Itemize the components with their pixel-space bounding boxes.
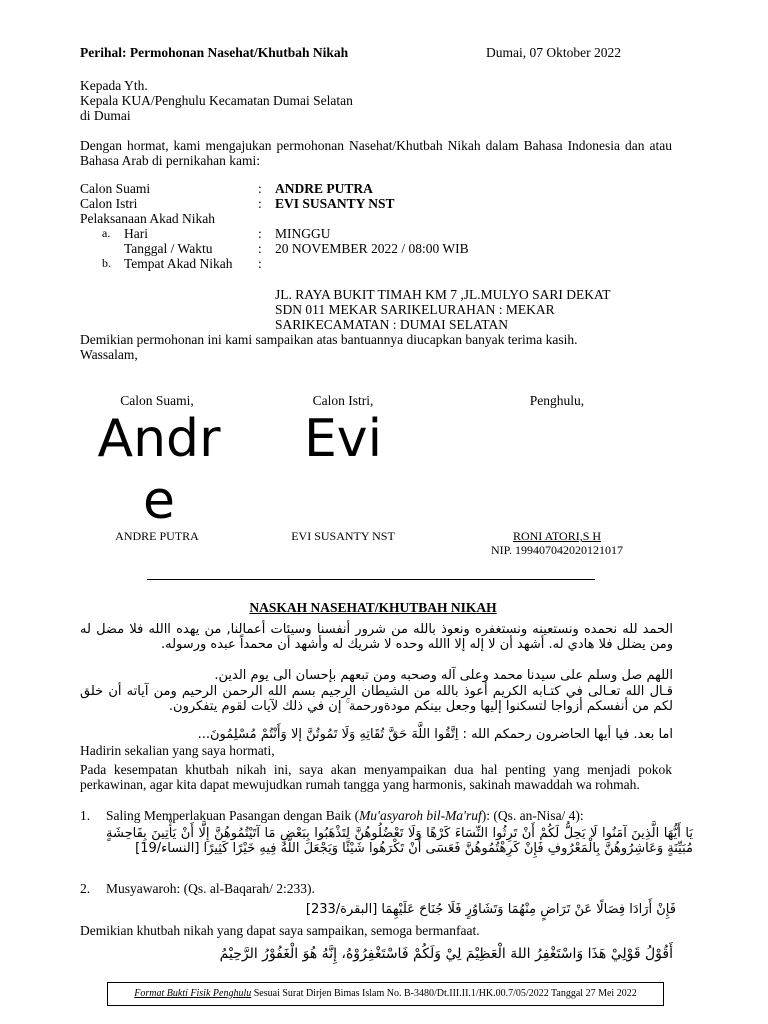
point-2-text: Musyawaroh: (Qs. al-Baqarah/ 2:233). [106, 881, 315, 896]
ayat-an-nisa: يَا أَيُّهَا الَّذِينَ آمَنُوا لَا يَحِلُّ لَكُمْ أَنْ تَرِثُوا النِّسَاءَ كَرْهًا وَلَا تَعْضُلُوهُنَّ لِتَذْهَبُوا بِبَعْضِ مَا آتَيْتُمُوهُنَّ إِلَّا أَنْ يَأْتِينَ بِفَاحِشَةٍ مُبَيِّنَةٍ وَعَاشِرُوهُنَّ بِالْمَعْرُوفِ فَإِنْ كَرِهْتُمُوهُنَّ فَعَسَى أَنْ تَكْرَهُوا شَيْئًا وَيَجْعَلَ اللَّهُ فِيهِ خَيْرًا كَثِيرًا [النساء/19] [106, 826, 693, 856]
colon: : [258, 256, 262, 271]
officiant-nip: NIP. 199407042020121017 [490, 543, 623, 557]
groom-signature: Andre [97, 409, 221, 531]
akad-label: Pelaksanaan Akad Nikah [80, 211, 215, 226]
bride-signature: Evi [303, 409, 383, 469]
bride-label: Calon Istri [80, 196, 138, 211]
address-line-1: JL. RAYA BUKIT TIMAH KM 7 ,JL.MULYO SARI DEKAT [275, 287, 611, 302]
list-marker-b: b. [102, 256, 111, 270]
footer-note [107, 982, 664, 1006]
officiant-sign-title: Penghulu, [529, 393, 585, 408]
intro-paragraph: Dengan hormat, kami mengajukan permohonan Nasehat/Khutbah Nikah dalam Bahasa Indonesia dan atau Bahasa Arab di pernikahan kami: [80, 138, 672, 168]
colon: : [258, 241, 262, 256]
sermon-title: NASKAH NASEHAT/KHUTBAH NIKAH [249, 600, 497, 615]
point-1-number: 1. [80, 808, 91, 823]
officiant-printed-name: RONI ATORI,S H [512, 529, 602, 543]
letter-subject: Perihal: Permohonan Nasehat/Khutbah Nikah [80, 45, 349, 60]
list-marker-a: a. [102, 226, 111, 240]
day-value: MINGGU [275, 226, 331, 241]
datetime-label: Tanggal / Waktu [124, 241, 213, 256]
closing-line-2: Wassalam, [80, 347, 138, 362]
point-2-number: 2. [80, 881, 91, 896]
detail-row-bride [80, 196, 680, 211]
footer-text: Sesuai Surat Dirjen Bimas Islam No. B-3480/Dt.III.II.1/HK.00.7/05/2022 Tanggal 27 Mei 2022 [251, 988, 637, 999]
groom-value: ANDRE PUTRA [275, 181, 373, 196]
separator-line [147, 579, 595, 580]
arabic-salawat: اللهم صل وسلم على سيدنا محمد وعلى آله وصحبه ومن تبعهم بإحسان الى يوم الدين. [214, 668, 673, 683]
sermon-paragraph: Pada kesempatan khutbah nikah ini, saya akan menyampaikan dua hal penting yang menjadi pokok perkawinan, agar kita dapat mewujudkan rumah tangga yang harmonis, sakinah mawaddah wa rohmah. [80, 762, 672, 792]
sermon-greeting: Hadirin sekalian yang saya hormati, [80, 743, 275, 758]
arabic-quote: قـال الله تعـالى في كتـابه الكريم أعوذ بالله من الشيطان الرجيم بسم الله الرحمن الرحيم ومن آياته أن خلق لكم من أنفسكم أزواجا لتسكنوا إليها وجعل بينكم مودةورحمة ۚ إن في ذلك لآيات لقوم يتفكرون. [80, 684, 673, 714]
closing-arabic: أَقُوْلُ قَوْلِيْ هَذَا وَاسْتَغْفِرُ اللهَ الْعَظِيْمَ لِيْ وَلَكُمْ فَاسْتَغْفِرُوْهُ، إِنَّهُ هُوَ الْغَفُوْرُ الرَّحِيْمُ [219, 946, 673, 962]
point-1-pre: Saling Memperlakuan Pasangan dengan Baik ( [106, 808, 360, 823]
day-label: Hari [124, 226, 148, 241]
letter-place-date: Dumai, 07 Oktober 2022 [486, 45, 621, 60]
recipient-line-1: Kepada Yth. [80, 78, 148, 93]
arabic-taqwa: اما بعد. فيا أيها الحاضرون رحمكم الله : اِتَّقُوا اللَّهَ حَقَّ تُقَاتِهِ وَلَا تَمُوتُنَّ إلا وَأَنْتُمْ مُسْلِمُونَ... [197, 727, 673, 742]
colon: : [258, 181, 262, 196]
datetime-value: 20 NOVEMBER 2022 / 08:00 WIB [275, 241, 469, 256]
detail-row-akad [80, 211, 680, 226]
sermon-closing: Demikian khutbah nikah yang dapat saya sampaikan, semoga bermanfaat. [80, 923, 480, 938]
bride-printed-name: EVI SUSANTY NST [291, 529, 395, 543]
arabic-opening: الحمد لله نحمده ونستعينه ونستغفره ونعوذ بالله من شرور أنفسنا وسيئات أعمالنا, من يهده االله فلا مضل له ومن يضلل فلا هادي له. أشهد أن لا إله إلا االله وحده لا شريك له وأشهد أن محمداً عبده ورسوله. [80, 622, 673, 652]
detail-row-day [80, 226, 680, 241]
colon: : [258, 196, 262, 211]
bride-value: EVI SUSANTY NST [275, 196, 395, 211]
address-line-3: SARIKECAMATAN : DUMAI SELATAN [275, 317, 508, 332]
bride-sign-title: Calon Istri, [312, 393, 374, 408]
detail-row-groom [80, 181, 680, 196]
recipient-line-2: Kepala KUA/Penghulu Kecamatan Dumai Selatan [80, 93, 353, 108]
detail-row-datetime [80, 241, 680, 256]
point-1-italic: Mu'asyaroh bil-Ma'ruf [359, 808, 482, 823]
ayat-al-baqarah: فَإِنْ أَرَادَا فِصَالًا عَنْ تَرَاضٍ مِنْهُمَا وَتَشَاوُرٍ فَلَا جُنَاحَ عَلَيْهِمَا [البقرة/233] [305, 902, 676, 917]
groom-sign-title: Calon Suami, [120, 393, 194, 408]
point-1-post: ): (Qs. an-Nisa/ 4): [481, 808, 584, 823]
closing-line-1: Demikian permohonan ini kami sampaikan atas bantuannya diucapkan banyak terima kasih. [80, 332, 578, 347]
recipient-line-3: di Dumai [80, 108, 131, 123]
groom-printed-name: ANDRE PUTRA [115, 529, 199, 543]
footer-link[interactable]: Format Bukti Fisik Penghulu [134, 988, 252, 999]
point-1-text [106, 808, 584, 823]
place-label: Tempat Akad Nikah [124, 256, 233, 271]
detail-row-place [80, 256, 680, 271]
groom-label: Calon Suami [80, 181, 151, 196]
address-line-2: SDN 011 MEKAR SARIKELURAHAN : MEKAR [275, 302, 555, 317]
colon: : [258, 226, 262, 241]
